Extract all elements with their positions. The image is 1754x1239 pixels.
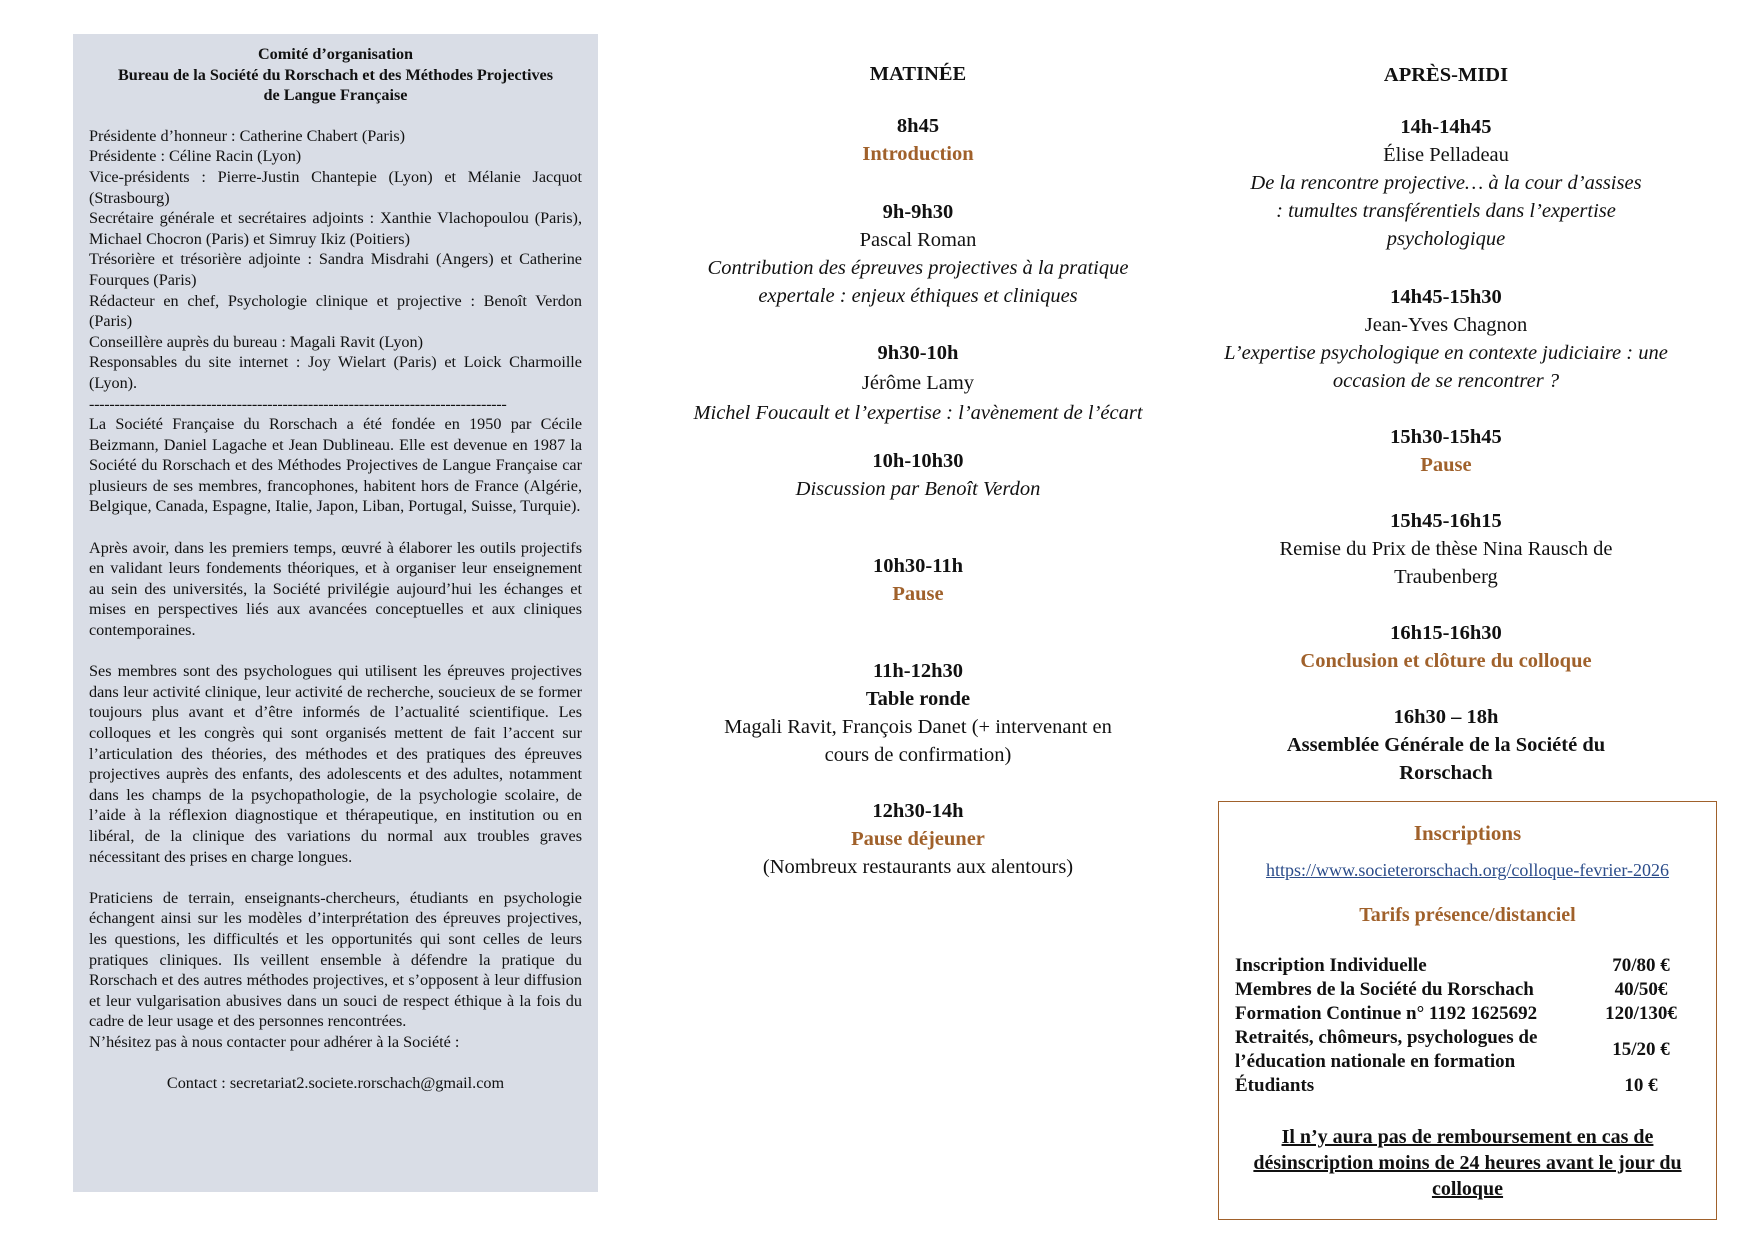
afternoon-heading: APRÈS-MIDI: [1383, 64, 1509, 86]
slot-label: Conclusion et clôture du colloque: [1300, 650, 1592, 672]
inscriptions-title: Inscriptions: [1413, 821, 1522, 845]
slot-time: 12h30-14h: [872, 800, 964, 822]
tarif-label: Formation Continue n° 1192 1625692: [1235, 1003, 1538, 1024]
speaker-name: Pascal Roman: [859, 229, 977, 251]
contact-email[interactable]: Contact : secretariat2.societe.rorschach@gmail.com: [166, 1073, 505, 1092]
talk-title: Michel Foucault et l’expertise : l’avènement de l’écart: [693, 402, 1143, 424]
prize-slot: [1205, 507, 1687, 591]
slot-time: 8h45: [896, 115, 940, 137]
talk-slot-roman: [677, 198, 1159, 310]
slot-label: Pause: [892, 583, 944, 605]
tarif-row: [1235, 1026, 1697, 1074]
inscriptions-box: [1218, 801, 1717, 1220]
closing-slot: [1205, 619, 1687, 675]
slot-time: 14h45-15h30: [1390, 286, 1502, 308]
organizing-committee-panel: [73, 34, 598, 1192]
committee-title-line: Comité d’organisation: [257, 45, 414, 63]
committee-members: [89, 126, 582, 394]
mission-paragraph: Après avoir, dans les premiers temps, œuvré à élaborer les outils projectifs en validant leurs fondements théoriques, et à organiser leur enseignement au sein des universités, la Société privilégie aujourd’hui les échanges et mises en perspectives liés aux avancées conceptuelles et aux cliniques contemporaines.: [89, 538, 582, 640]
slot-time: 15h30-15h45: [1390, 426, 1502, 448]
roundtable-slot: [677, 657, 1159, 769]
committee-title-line: de Langue Française: [263, 86, 408, 105]
speaker-name: Élise Pelladeau: [1383, 144, 1509, 166]
tarif-price: 70/80 €: [1612, 955, 1670, 976]
slot-time: 11h-12h30: [873, 660, 963, 682]
member-line: Conseillère auprès du bureau : Magali Ravit (Lyon): [89, 332, 424, 351]
assembly-slot: [1205, 703, 1687, 787]
slot-time: 16h30 – 18h: [1393, 706, 1499, 728]
member-line: Trésorière et trésorière adjointe : Sandra Misdrahi (Angers) et Catherine Fourques (Paris): [89, 250, 582, 289]
tarifs-table: [1235, 954, 1697, 1098]
slot-time: 15h45-16h15: [1390, 510, 1502, 532]
afternoon-pause-slot: [1205, 423, 1687, 479]
intro-slot: [677, 112, 1159, 168]
member-line: Responsables du site internet : Joy Wielart (Paris) et Loick Charmoille (Lyon).: [89, 353, 582, 392]
committee-title: [89, 44, 582, 106]
prize-label: Remise du Prix de thèse Nina Rausch de Traubenberg: [1279, 538, 1613, 588]
tarif-price: 10 €: [1624, 1075, 1658, 1096]
tarif-row: [1235, 978, 1697, 1002]
roundtable-participants: Magali Ravit, François Danet (+ intervenant en cours de confirmation): [724, 716, 1112, 766]
lunch-slot: [677, 797, 1159, 881]
morning-heading: MATINÉE: [869, 63, 967, 85]
slot-time: 9h-9h30: [882, 201, 954, 223]
member-line: Présidente d’honneur : Catherine Chabert (Paris): [89, 126, 406, 145]
lunch-note: (Nombreux restaurants aux alentours): [762, 856, 1074, 878]
assembly-label: Assemblée Générale de la Société du Rorschach: [1286, 734, 1606, 784]
member-line: Secrétaire générale et secrétaires adjoints : Xanthie Vlachopoulou (Paris), Michael Chocron (Paris) et Simruy Ikiz (Poitiers): [89, 209, 582, 248]
tarif-row: [1235, 954, 1697, 978]
tarif-label: Membres de la Société du Rorschach: [1235, 979, 1534, 1000]
slot-label: Pause déjeuner: [851, 828, 985, 850]
registration-link[interactable]: https://www.societerorschach.org/colloque-fevrier-2026: [1265, 860, 1669, 880]
tarif-label: Étudiants: [1235, 1075, 1315, 1096]
history-paragraph: La Société Française du Rorschach a été fondée en 1950 par Cécile Beizmann, Daniel Lagache et Jean Dublineau. Elle est devenue en 1987 la Société du Rorschach et des Méthodes Projectives de Langue Française car plusieurs de ses membres, francophones, habitent hors de France (Algérie, Belgique, Canada, Espagne, Italie, Japon, Liban, Portugal, Suisse, Turquie).: [89, 415, 582, 516]
talk-title: L’expertise psychologique en contexte judiciaire : une occasion de se rencontrer ?: [1224, 342, 1668, 392]
morning-pause-slot: [677, 552, 1159, 608]
member-line: Rédacteur en chef, Psychologie clinique et projective : Benoît Verdon (Paris): [89, 291, 582, 331]
practitioners-paragraph: Praticiens de terrain, enseignants-chercheurs, étudiants en psychologie échangent ainsi sur les modèles d’interprétation des épreuves projectives, les questions, les difficultés et les opportunités qui sont celles de leurs pratiques cliniques. Ils veillent ensemble à défendre la pratique du Rorschach et des autres méthodes projectives, et s’opposent à leur diffusion et leur vulgarisation abusives dans un souci de respect éthique à la fois du cadre de leur usage et des personnes rencontrées.: [89, 888, 582, 1031]
tarif-price: 15/20 €: [1612, 1039, 1670, 1060]
slot-time: 9h30-10h: [877, 342, 959, 364]
committee-title-line: Bureau de la Société du Rorschach et des Méthodes Projectives: [117, 65, 554, 84]
tarif-row: [1235, 1002, 1697, 1026]
slot-label: Introduction: [862, 143, 974, 165]
tarifs-title: Tarifs présence/distanciel: [1359, 904, 1576, 926]
speaker-name: Jean-Yves Chagnon: [1364, 314, 1528, 336]
talk-slot-pelladeau: [1205, 113, 1687, 253]
tarif-row: [1235, 1074, 1697, 1098]
tarif-price: 40/50€: [1614, 979, 1668, 1000]
member-line: Vice-présidents : Pierre-Justin Chantepie (Lyon) et Mélanie Jacquot (Strasbourg): [89, 167, 582, 207]
dashed-separator: ----------------------------------------------------------------------------------: [89, 394, 507, 413]
speaker-name: Jérôme Lamy: [861, 372, 975, 394]
slot-label: Pause: [1420, 454, 1472, 476]
slot-label: Table ronde: [865, 688, 971, 710]
talk-title: Contribution des épreuves projectives à la pratique expertale : enjeux éthiques et cliniques: [707, 257, 1129, 307]
talk-slot-lamy: [677, 339, 1159, 427]
join-invitation: N’hésitez pas à nous contacter pour adhérer à la Société :: [89, 1032, 460, 1051]
tarif-price: 120/130€: [1605, 1003, 1677, 1024]
slot-time: 10h-10h30: [872, 450, 964, 472]
slot-time: 10h30-11h: [873, 555, 963, 577]
discussion-slot: [677, 447, 1159, 503]
slot-time: 14h-14h45: [1400, 116, 1492, 138]
slot-time: 16h15-16h30: [1390, 622, 1502, 644]
tarif-label: Inscription Individuelle: [1235, 955, 1427, 976]
talk-title: De la rencontre projective… à la cour d’assises : tumultes transférentiels dans l’expertise psychologique: [1250, 172, 1642, 250]
member-line: Présidente : Céline Racin (Lyon): [89, 147, 302, 166]
talk-slot-chagnon: [1205, 283, 1687, 395]
tarif-label: Retraités, chômeurs, psychologues de l’éducation nationale en formation: [1235, 1027, 1538, 1072]
refund-note: Il n’y aura pas de remboursement en cas de désinscription moins de 24 heures avant le jour du colloque: [1253, 1126, 1682, 1200]
discussion-label: Discussion par Benoît Verdon: [795, 478, 1041, 500]
members-paragraph: Ses membres sont des psychologues qui utilisent les épreuves projectives dans leur activité clinique, leur activité de recherche, soucieux de se former toujours plus avant et d’être informés de l’actualité scientifique. Les colloques et les congrès qui sont organisés mettent de fait l’accent sur l’articulation des théories, des méthodes et des pratiques des épreuves projectives auprès des enfants, des adolescents et des adultes, notamment dans les champs de la psychopathologie, de la psychologie scolaire, de l’aide à la réflexion diagnostique et thérapeutique, en institution ou en libéral, de la clinique des variations du normal aux troubles graves nécessitant des prises en charge longues.: [89, 662, 582, 866]
